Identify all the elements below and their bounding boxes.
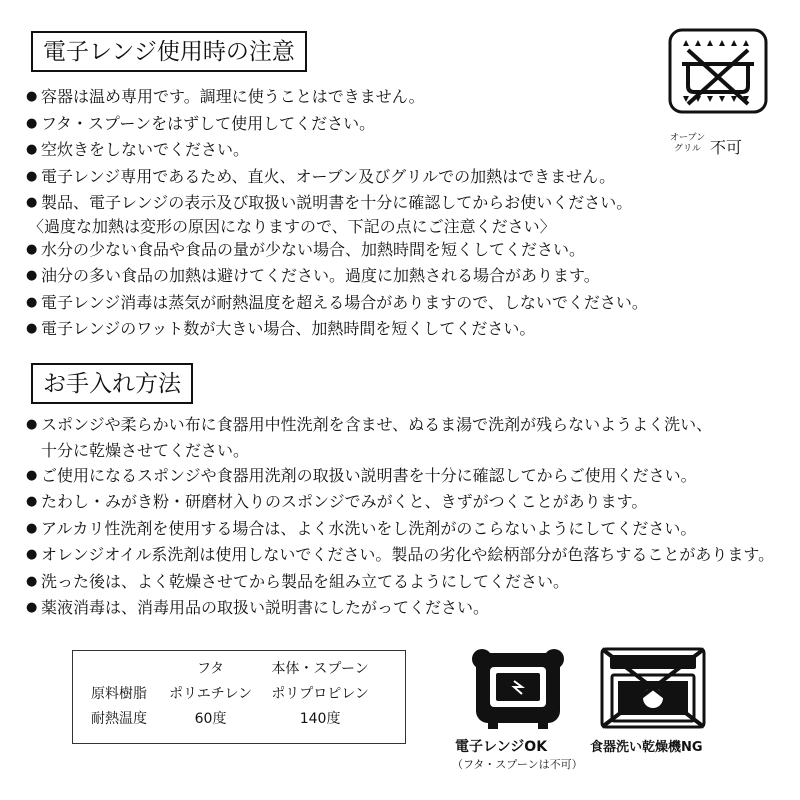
care-instructions-list <box>26 412 774 622</box>
heating-note: 〈過度な加熱は変形の原因になりますので、下記の点にご注意ください〉 <box>28 216 556 236</box>
list-item: ● 洗った後は、よく乾燥させてから製品を組み立てるようにしてください。 <box>26 569 774 596</box>
list-item: ● 容器は温め専用です。調理に使うことはできません。 <box>26 84 648 111</box>
list-item: ● 水分の少ない食品や食品の量が少ない場合、加熱時間を短くしてください。 <box>26 237 648 264</box>
table-cell: 60度 <box>194 711 227 727</box>
list-item: ● オレンジオイル系洗剤は使用しないでください。製品の劣化や絵柄部分が色落ちすることがあります。 <box>26 542 774 569</box>
list-item-continuation: 十分に乾燥させてください。 <box>41 440 250 460</box>
list-item: ● 電子レンジ消毒は蒸気が耐熱温度を超える場合がありますので、しないでください。 <box>26 290 648 317</box>
table-cell: 140度 <box>299 711 341 727</box>
list-item: ● 電子レンジのワット数が大きい場合、加熱時間を短くしてください。 <box>26 316 648 343</box>
list-item: ● 製品、電子レンジの表示及び取扱い説明書を十分に確認してからお使いください。 <box>26 190 648 217</box>
list-item: ● 油分の多い食品の加熱は避けてください。過度に加熱される場合があります。 <box>26 263 648 290</box>
oven-grill-label <box>670 133 770 163</box>
material-spec-table <box>72 650 406 744</box>
microwave-ok-label: 電子レンジOK <box>455 739 548 755</box>
dishwasher-ng-icon <box>598 645 708 731</box>
oven-label-line1: オーブン <box>670 133 706 143</box>
table-cell: フタ <box>197 661 225 677</box>
oven-label-prohibited: 不可 <box>710 138 743 157</box>
table-row <box>87 707 384 732</box>
bullet-icon: ● <box>26 417 38 432</box>
dishwasher-ng-label: 食器洗い乾燥機NG <box>590 740 703 755</box>
table-cell: 耐熱温度 <box>91 711 147 727</box>
microwave-ok-icon <box>470 645 566 731</box>
list-item: ● 薬液消毒は、消毒用品の取扱い説明書にしたがってください。 <box>26 595 774 622</box>
list-item: ● 空炊きをしないでください。 <box>26 137 648 164</box>
bullet-icon: ● <box>26 547 38 562</box>
bullet-icon: ● <box>26 573 38 589</box>
list-item: ● ご使用になるスポンジや食器用洗剤の取扱い説明書を十分に確認してからご使用ください。 <box>26 463 774 490</box>
microwave-ok-note: （フタ・スプーンは不可） <box>452 758 583 771</box>
oven-grill-prohibited-icon <box>668 28 768 114</box>
bullet-icon: ● <box>26 241 38 257</box>
list-item: ● たわし・みがき粉・研磨材入りのスポンジでみがくと、きずがつくことがあります。 <box>26 489 774 516</box>
table-cell: 本体・スプーン <box>271 661 369 677</box>
bullet-icon: ● <box>26 467 38 483</box>
bullet-icon: ● <box>26 600 38 615</box>
bullet-icon: ● <box>26 89 38 104</box>
bullet-icon: ● <box>26 115 38 131</box>
list-item: ● スポンジや柔らかい布に食器用中性洗剤を含ませ、ぬるま湯で洗剤が残らないようよく洗い、 <box>26 412 774 439</box>
table-cell <box>87 657 165 682</box>
table-cell: 原料樹脂 <box>91 686 147 702</box>
table-cell: ポリプロピレン <box>271 686 369 702</box>
list-item: ● アルカリ性洗剤を使用する場合は、よく水洗いをし洗剤がのこらないようにしてください。 <box>26 516 774 543</box>
table-row <box>87 682 384 707</box>
bullet-icon: ● <box>26 168 38 184</box>
bullet-icon: ● <box>26 321 38 336</box>
list-item: ● 電子レンジ専用であるため、直火、オーブン及びグリルでの加熱はできません。 <box>26 164 648 191</box>
care-section-title: お手入れ方法 <box>31 363 193 404</box>
table-header-row <box>87 657 384 682</box>
bullet-icon: ● <box>26 520 38 536</box>
bullet-icon: ● <box>26 268 38 283</box>
table-cell: ポリエチレン <box>169 686 253 702</box>
bullet-icon: ● <box>26 142 38 157</box>
microwave-section-title: 電子レンジ使用時の注意 <box>31 31 307 72</box>
microwave-caution-list <box>26 84 648 343</box>
bullet-icon: ● <box>26 195 38 210</box>
oven-label-line2: グリル <box>674 144 702 154</box>
bullet-icon: ● <box>26 494 38 509</box>
list-item: ● フタ・スプーンをはずして使用してください。 <box>26 111 648 138</box>
bullet-icon: ● <box>26 294 38 310</box>
